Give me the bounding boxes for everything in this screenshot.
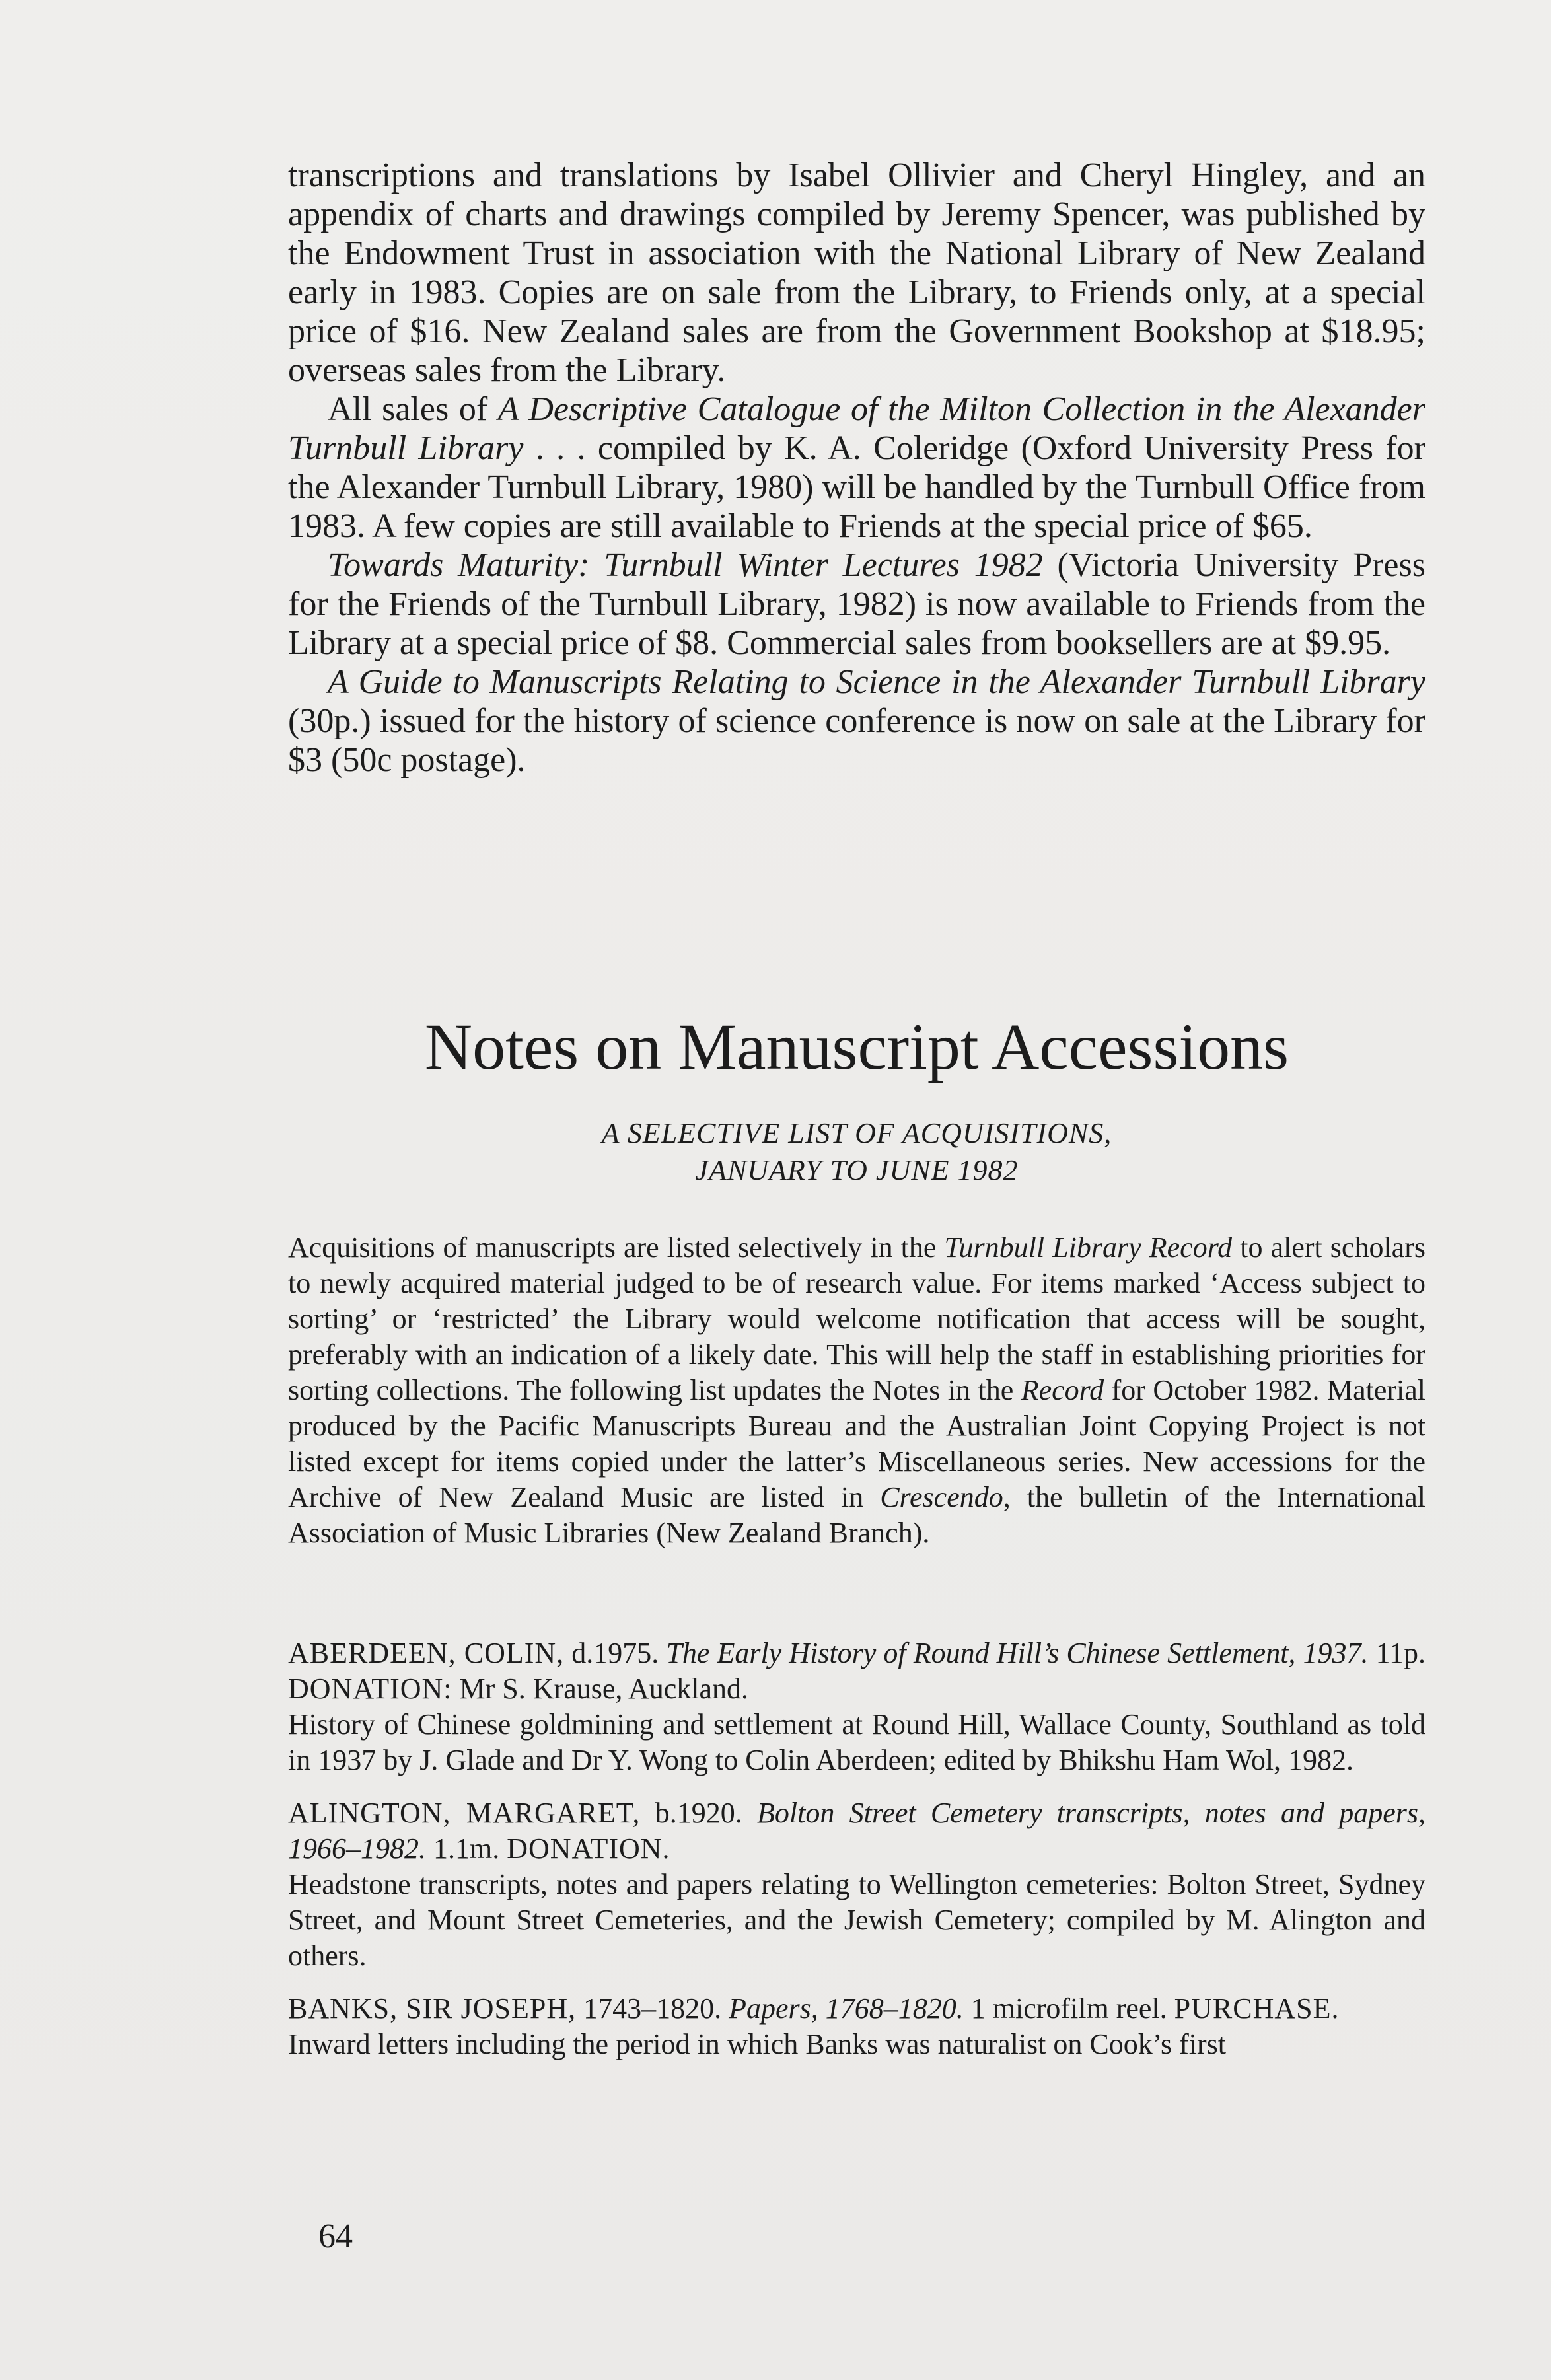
top-text-block [288, 156, 1425, 779]
intro-block [288, 1230, 1425, 1551]
entry-description: Headstone transcripts, notes and papers relating to Wellington cemeteries: Bolton Street, Sydney Street, and Mount Street Cemeteries, and the Jewish Cemetery; compiled by M. Alington and others. [288, 1868, 1425, 1972]
entry-description: History of Chinese goldmining and settlement at Round Hill, Wallace County, Southland as told in 1937 by J. Glade and Dr Y. Wong to Colin Aberdeen; edited by Bhikshu Ham Wol, 1982. [288, 1708, 1425, 1776]
entry-heading: ALINGTON, MARGARET, b.1920. Bolton Street Cemetery transcripts, notes and papers, 1966–1982. 1.1m. DONATION. [288, 1797, 1426, 1865]
intro-paragraph: Acquisitions of manuscripts are listed selectively in the Turnbull Library Record to alert scholars to newly acquired material judged to be of research value. For items marked ‘Access subject to sorting’ or ‘restricted’ the Library would welcome notification that access will be sought, preferably with an indication of a likely date. This will help the staff in establishing priorities for sorting collections. The following list updates the Notes in the Record for October 1982. Material produced by the Pacific Manuscripts Bureau and the Australian Joint Copying Project is not listed except for items copied under the latter’s Miscellaneous series. New accessions for the Archive of New Zealand Music are listed in Crescendo, the bulletin of the International Association of Music Libraries (New Zealand Branch). [288, 1231, 1425, 1549]
section-subtitle [288, 1115, 1425, 1189]
paragraph-milton-catalogue: All sales of A Descriptive Catalogue of the Milton Collection in the Alexander Turnbull Library . . . compiled by K. A. Coleridge (Oxford University Press for the Alexander Turnbull Library, 1980) will be handled by the Turnbull Office from 1983. A few copies are still available to Friends at the special price of $65. [288, 390, 1425, 545]
accession-entry [288, 1795, 1425, 1974]
paragraph-journal-publication: transcriptions and translations by Isabel Ollivier and Cheryl Hingley, and an appendix of charts and drawings compiled by Jeremy Spencer, was published by the Endowment Trust in association with the National Library of New Zealand early in 1983. Copies are on sale from the Library, to Friends only, at a special price of $16. New Zealand sales are from the Government Bookshop at $18.95; overseas sales from the Library. [288, 157, 1425, 389]
accession-list [288, 1636, 1425, 2079]
paragraph-science-guide: A Guide to Manuscripts Relating to Science in the Alexander Turnbull Library (30p.) issued for the history of science conference is now on sale at the Library for $3 (50c postage). [288, 663, 1425, 779]
subtitle-line-2: JANUARY TO JUNE 1982 [695, 1154, 1019, 1186]
accession-entry [288, 1991, 1425, 2062]
subtitle-line-1: A SELECTIVE LIST OF ACQUISITIONS, [601, 1117, 1112, 1149]
page-number: 64 [318, 2218, 353, 2255]
paragraph-towards-maturity: Towards Maturity: Turnbull Winter Lectures 1982 (Victoria University Press for the Friends of the Turnbull Library, 1982) is now available to Friends from the Library at a special price of $8. Commercial sales from booksellers are at $9.95. [288, 546, 1425, 662]
accession-entry [288, 1636, 1425, 1778]
section-title: Notes on Manuscript Accessions [424, 1010, 1289, 1083]
entry-description: Inward letters including the period in which Banks was naturalist on Cook’s first [288, 2028, 1226, 2060]
entry-heading: BANKS, SIR JOSEPH, 1743–1820. Papers, 1768–1820. 1 microfilm reel. PURCHASE. [288, 1992, 1340, 2025]
entry-heading: ABERDEEN, COLIN, d.1975. The Early History of Round Hill’s Chinese Settlement, 1937. 11p. DONATION: Mr S. Krause, Auckland. [288, 1637, 1425, 1705]
